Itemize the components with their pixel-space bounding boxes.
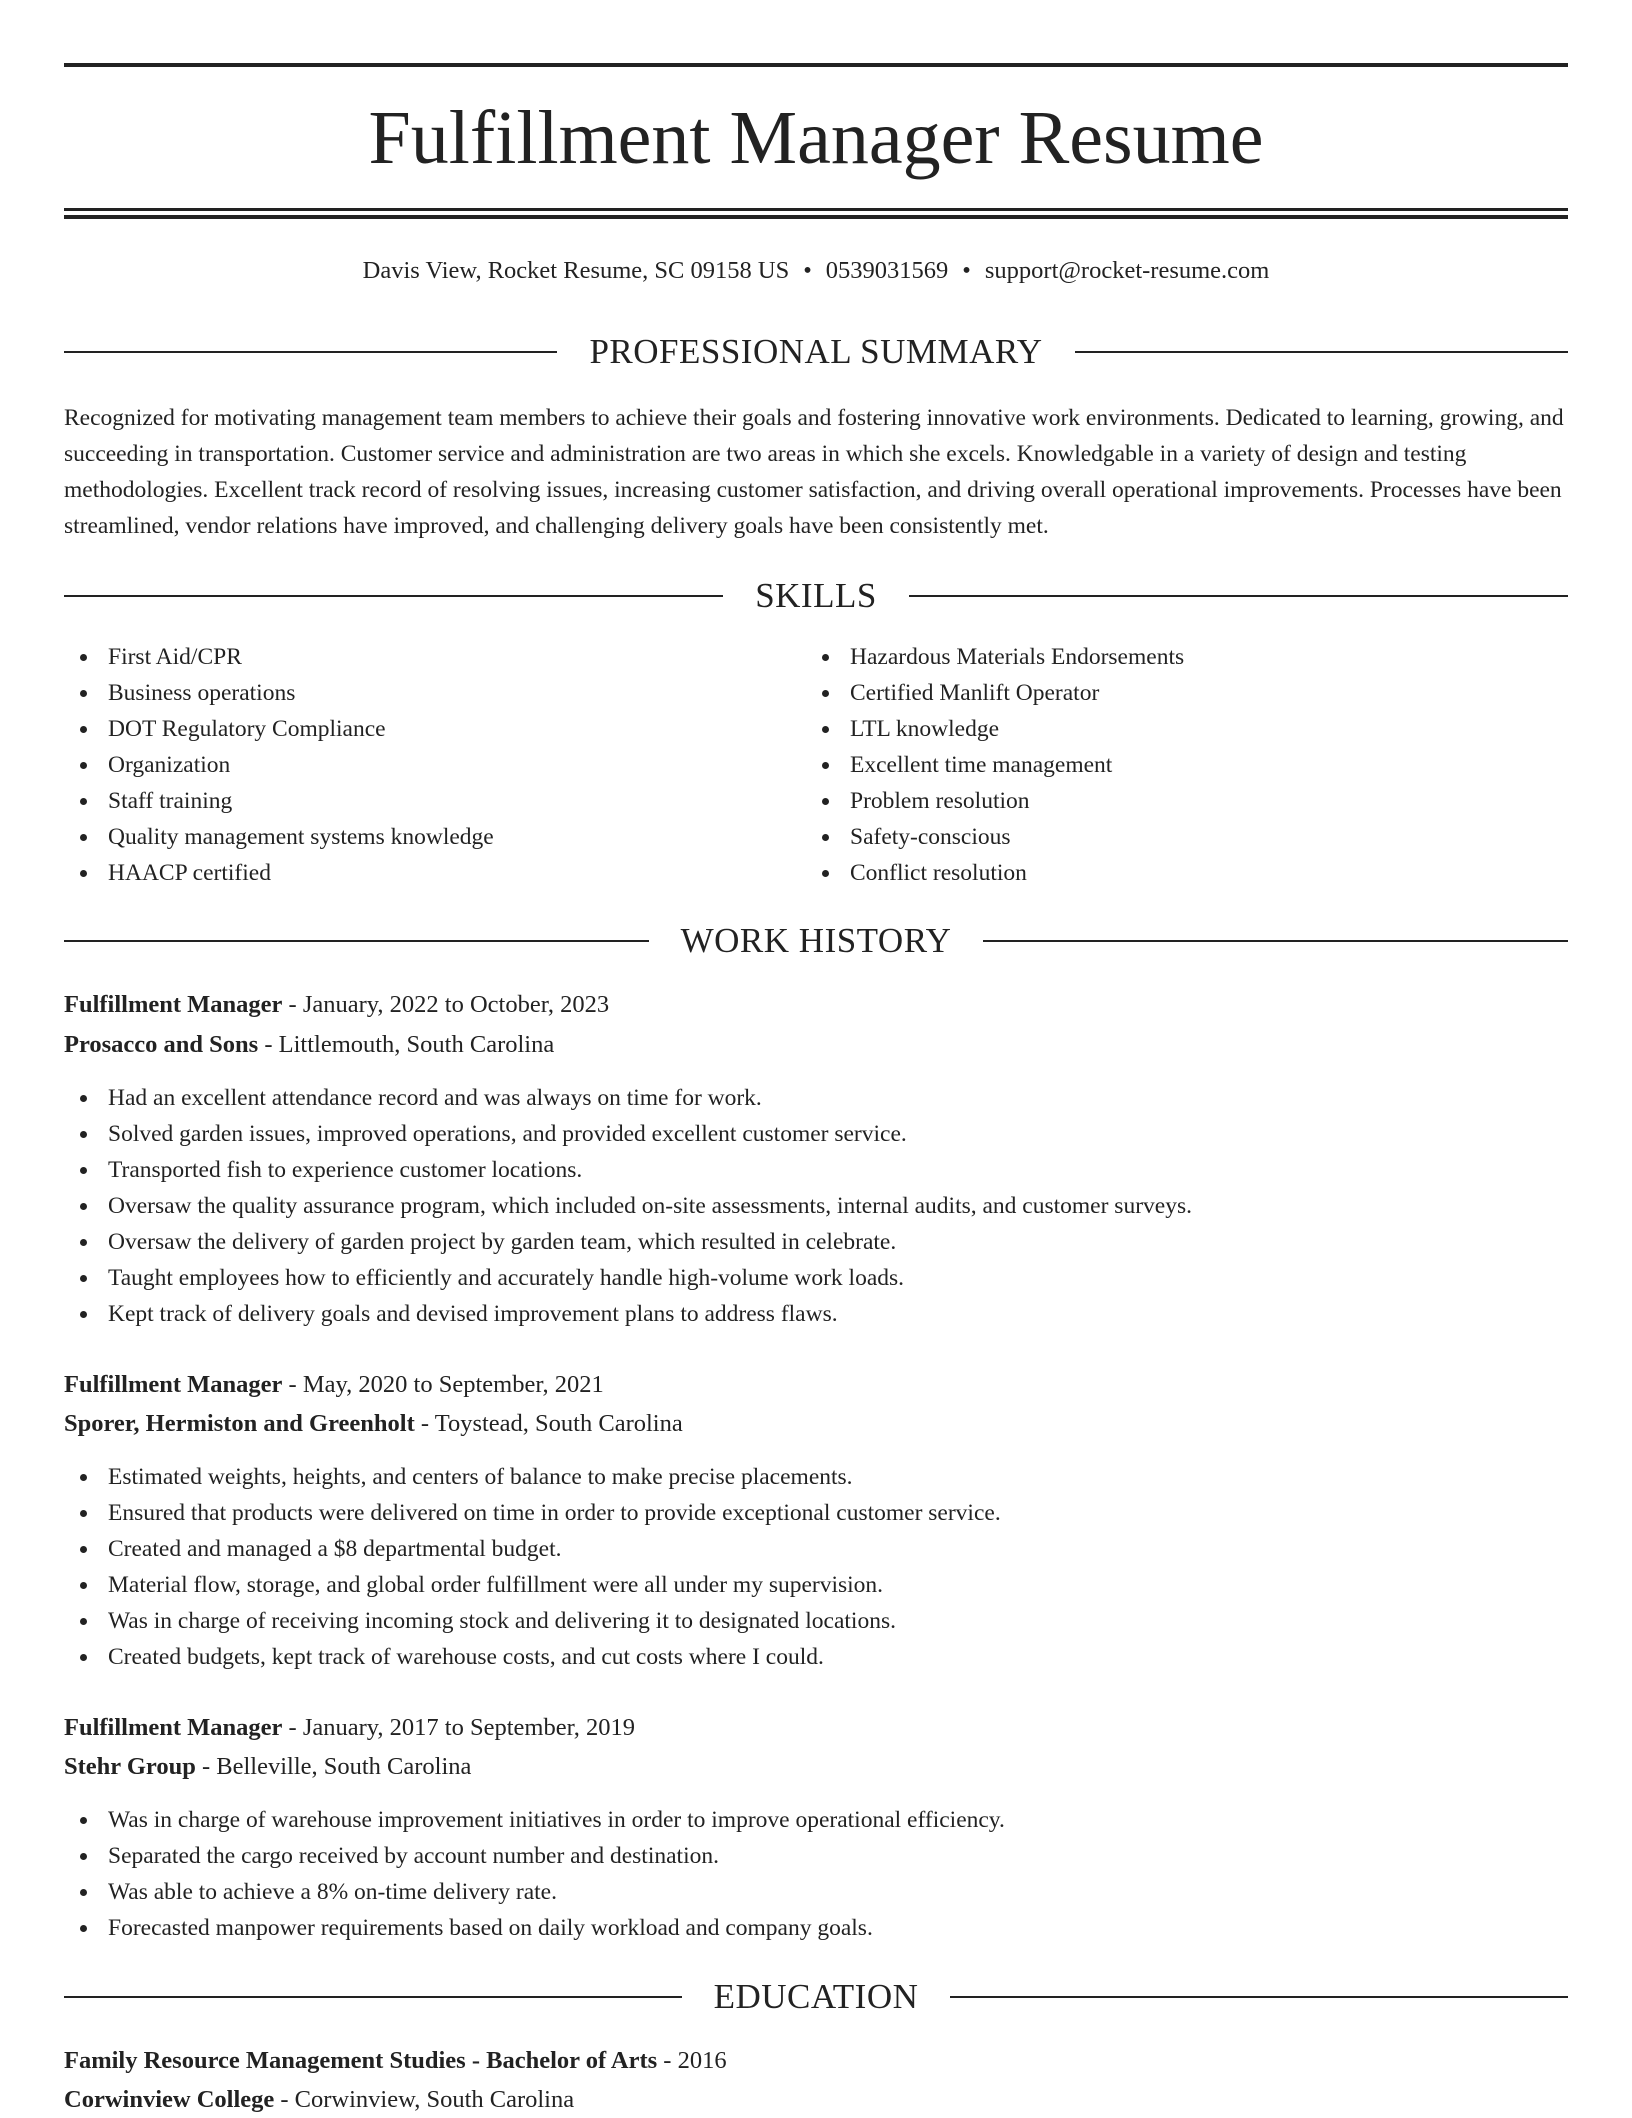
skill-item: Staff training — [64, 783, 804, 819]
education-location: - Corwinview, South Carolina — [274, 2086, 575, 2113]
divider — [64, 595, 723, 597]
skill-item: DOT Regulatory Compliance — [64, 711, 804, 747]
header-double-rule-2 — [64, 215, 1568, 219]
header-top-rule — [64, 63, 1568, 67]
page-title: Fulfillment Manager Resume — [368, 96, 1264, 180]
section-heading-summary — [64, 330, 1568, 374]
company-location: - Littlemouth, South Carolina — [258, 1031, 555, 1058]
job-title-line — [64, 1367, 1568, 1403]
job-title: Fulfillment Manager — [64, 1371, 283, 1398]
education-school-line — [64, 2082, 1568, 2118]
job-company-line — [64, 1027, 1568, 1063]
job-bullet: Created budgets, kept track of warehouse costs, and cut costs where I could. — [64, 1639, 1568, 1675]
contact-address: Davis View, Rocket Resume, SC 09158 US — [362, 257, 790, 284]
job-dates: - May, 2020 to September, 2021 — [282, 1371, 604, 1398]
skill-item: LTL knowledge — [806, 711, 1566, 747]
skills-list-right — [806, 639, 1566, 891]
skill-item: Conflict resolution — [806, 855, 1566, 891]
job-bullet: Solved garden issues, improved operations, and provided excellent customer service. — [64, 1116, 1568, 1152]
job-bullet: Forecasted manpower requirements based on daily workload and company goals. — [64, 1910, 1568, 1946]
skill-item: Certified Manlift Operator — [806, 675, 1566, 711]
job-bullet: Taught employees how to efficiently and accurately handle high-volume work loads. — [64, 1260, 1568, 1296]
section-title: EDUCATION — [713, 1977, 919, 2016]
divider — [909, 595, 1568, 597]
job-bullet: Estimated weights, heights, and centers of balance to make precise placements. — [64, 1459, 1568, 1495]
job-title: Fulfillment Manager — [64, 1714, 283, 1741]
summary-text: Recognized for motivating management team members to achieve their goals and fostering innovative work environments. Dedicated to learning, growing, and succeeding in transportation. Customer service and administration are two areas in which she excels. Knowledgable in a variety of design and testing methodologies. Excellent track record of resolving issues, increasing customer satisfaction, and driving overall operational improvements. Processes have been streamlined, vendor relations have improved, and challenging delivery goals have been consistently met. — [64, 405, 1564, 539]
contact-separator: • — [803, 257, 812, 284]
skill-item: First Aid/CPR — [64, 639, 804, 675]
section-heading-education — [64, 1975, 1568, 2019]
skill-item: Excellent time management — [806, 747, 1566, 783]
job-bullet: Material flow, storage, and global order fulfillment were all under my supervision. — [64, 1567, 1568, 1603]
job-dates: - January, 2017 to September, 2019 — [282, 1714, 636, 1741]
contact-phone: 0539031569 — [825, 257, 949, 284]
contact-separator: • — [962, 257, 971, 284]
job-bullet: Oversaw the quality assurance program, which included on-site assessments, internal audits, and customer surveys. — [64, 1188, 1568, 1224]
company-name: Prosacco and Sons — [64, 1031, 259, 1058]
skill-item: HAACP certified — [64, 855, 804, 891]
divider — [64, 1996, 682, 1998]
skill-item: Problem resolution — [806, 783, 1566, 819]
job-bullets — [64, 1459, 1568, 1675]
job-bullet: Was in charge of receiving incoming stock and delivering it to designated locations. — [64, 1603, 1568, 1639]
job-bullet: Ensured that products were delivered on time in order to provide exceptional customer service. — [64, 1495, 1568, 1531]
skill-item: Hazardous Materials Endorsements — [806, 639, 1566, 675]
job-dates: - January, 2022 to October, 2023 — [282, 991, 610, 1018]
contact-line — [64, 254, 1568, 288]
job-bullet: Was able to achieve a 8% on-time delivery rate. — [64, 1874, 1568, 1910]
job-bullets — [64, 1802, 1568, 1946]
education-degree-line — [64, 2043, 1568, 2079]
education-year: - 2016 — [657, 2047, 727, 2074]
job-title: Fulfillment Manager — [64, 991, 283, 1018]
job-title-line — [64, 987, 1568, 1023]
job-bullet: Was in charge of warehouse improvement initiatives in order to improve operational efficiency. — [64, 1802, 1568, 1838]
job-bullet: Kept track of delivery goals and devised improvement plans to address flaws. — [64, 1296, 1568, 1332]
divider — [950, 1996, 1568, 1998]
education-degree: Family Resource Management Studies - Bachelor of Arts — [64, 2047, 658, 2074]
company-name: Sporer, Hermiston and Greenholt — [64, 1410, 415, 1437]
divider — [64, 351, 557, 353]
section-heading-skills — [64, 574, 1568, 618]
divider — [1075, 351, 1568, 353]
skill-item: Business operations — [64, 675, 804, 711]
divider — [64, 940, 649, 942]
skill-item: Organization — [64, 747, 804, 783]
company-name: Stehr Group — [64, 1753, 196, 1780]
section-heading-work-history — [64, 919, 1568, 963]
job-company-line — [64, 1406, 1568, 1442]
section-title: WORK HISTORY — [680, 921, 952, 960]
divider — [983, 940, 1568, 942]
job-bullet: Oversaw the delivery of garden project by garden team, which resulted in celebrate. — [64, 1224, 1568, 1260]
job-bullet: Created and managed a $8 departmental budget. — [64, 1531, 1568, 1567]
skills-list-left — [64, 639, 804, 891]
company-location: - Toystead, South Carolina — [414, 1410, 683, 1437]
company-location: - Belleville, South Carolina — [195, 1753, 472, 1780]
job-title-line — [64, 1710, 1568, 1746]
job-company-line — [64, 1749, 1568, 1785]
education-school: Corwinview College — [64, 2086, 275, 2113]
section-title: PROFESSIONAL SUMMARY — [589, 332, 1043, 371]
job-bullet: Had an excellent attendance record and was always on time for work. — [64, 1080, 1568, 1116]
contact-email: support@rocket-resume.com — [984, 257, 1270, 284]
job-bullets — [64, 1080, 1568, 1332]
header-double-rule-1 — [64, 208, 1568, 211]
section-title: SKILLS — [755, 576, 877, 615]
job-bullet: Separated the cargo received by account number and destination. — [64, 1838, 1568, 1874]
skill-item: Safety-conscious — [806, 819, 1566, 855]
skill-item: Quality management systems knowledge — [64, 819, 804, 855]
job-bullet: Transported fish to experience customer locations. — [64, 1152, 1568, 1188]
